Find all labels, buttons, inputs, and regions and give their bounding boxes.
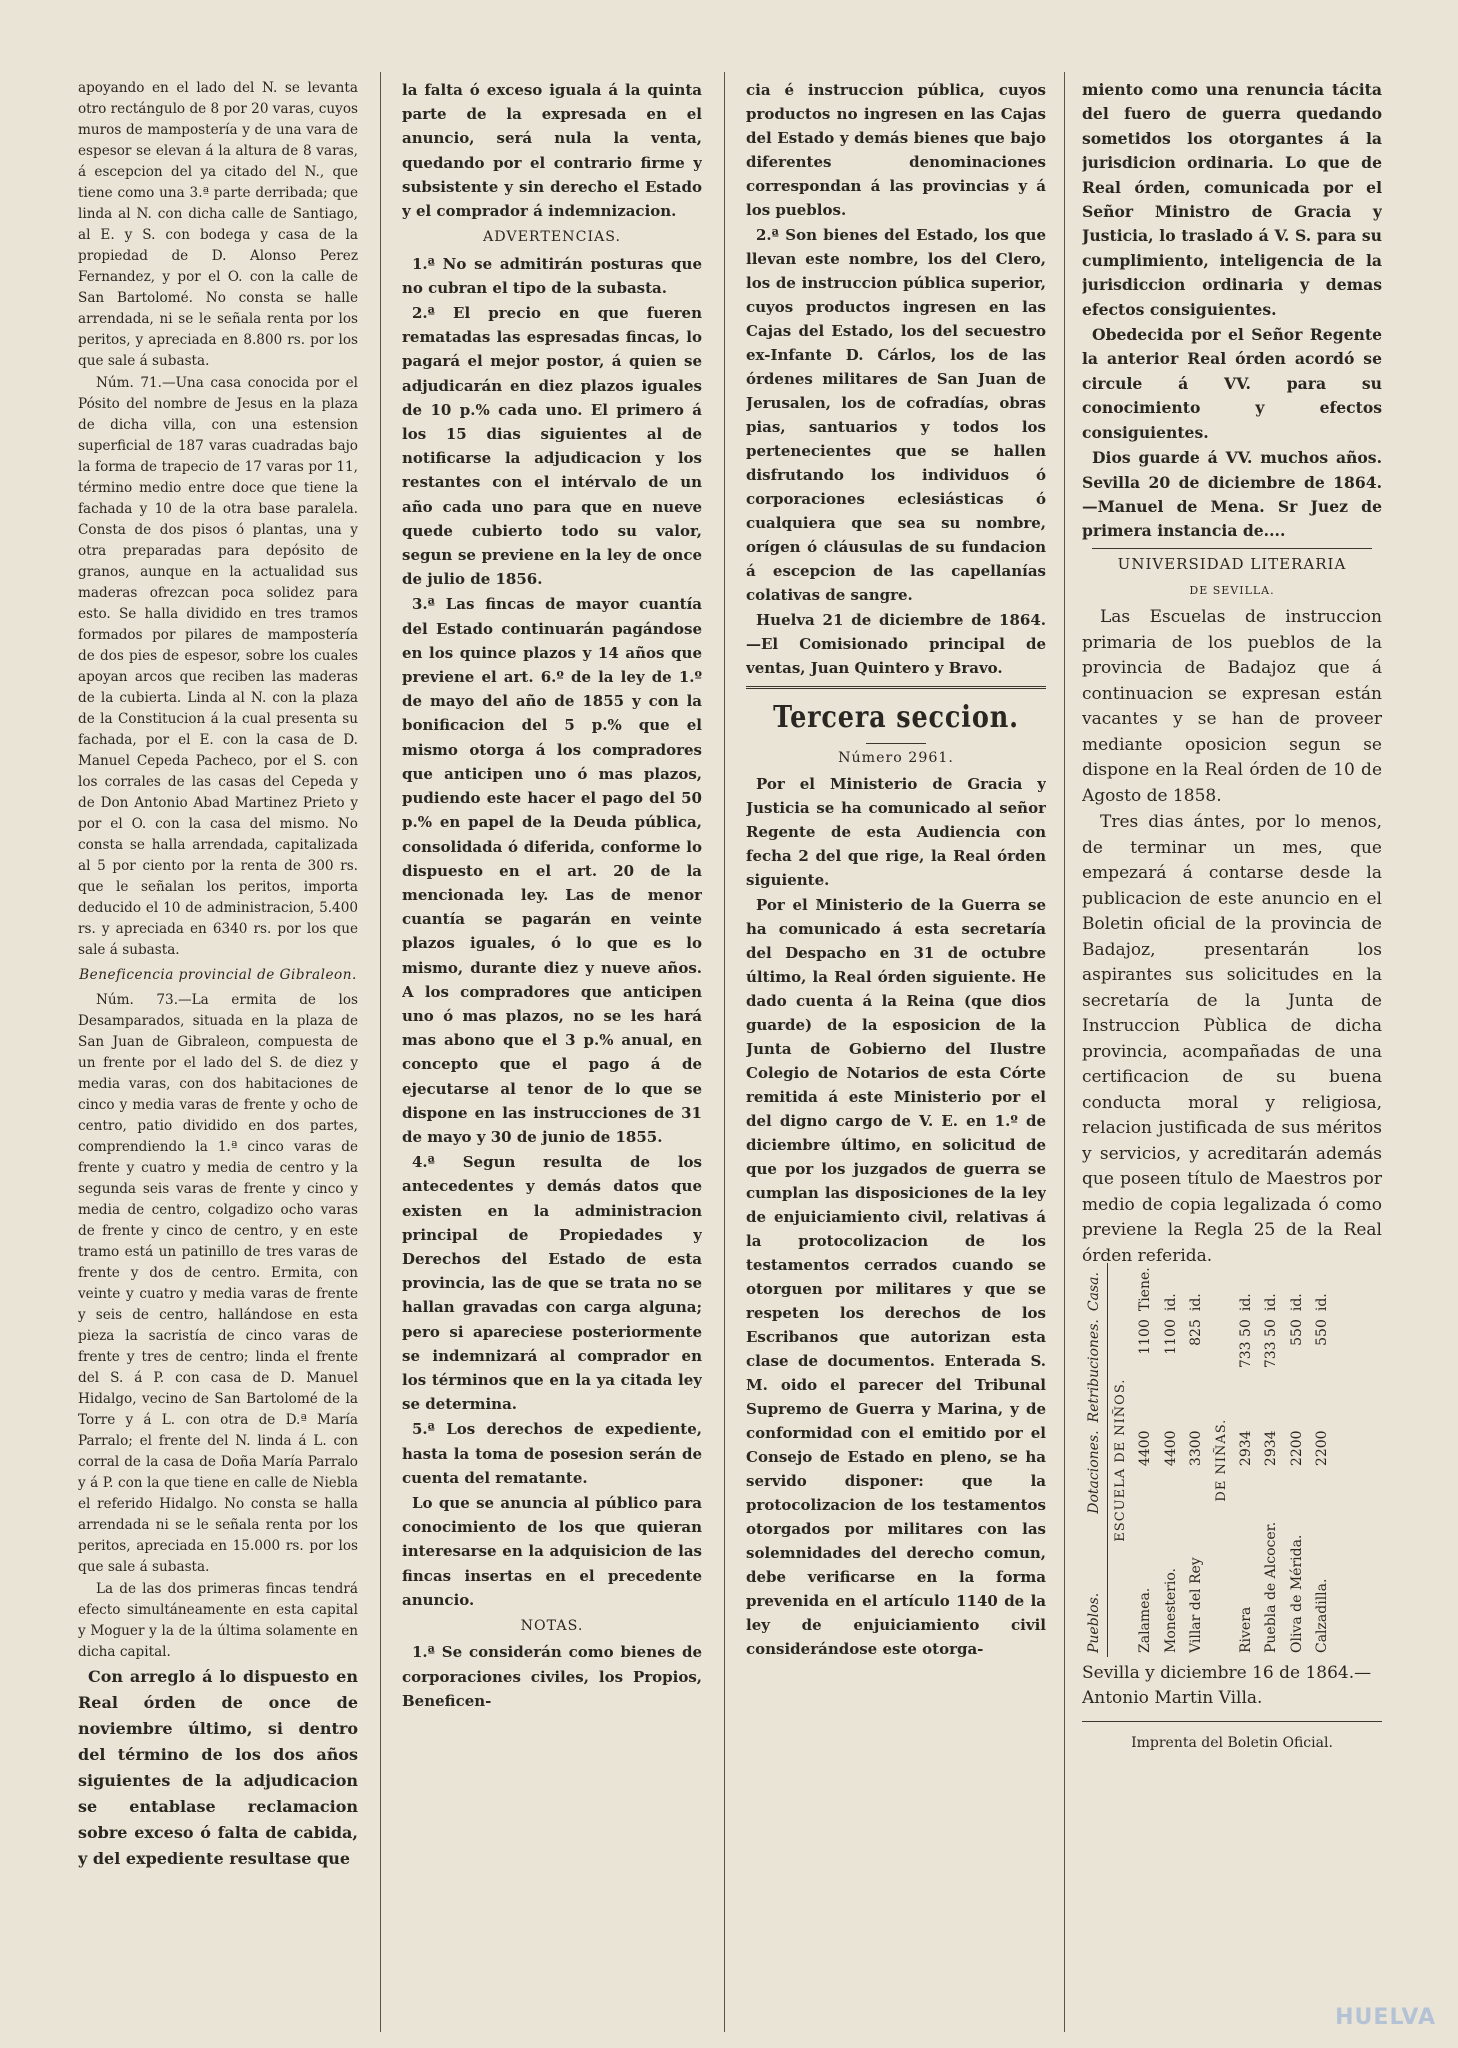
column-2	[402, 78, 702, 2008]
paragraph: Obedecida por el Señor Regente la anterior Real órden acordó se circule á VV. para su conocimiento y efectos consiguientes.	[1082, 325, 1382, 442]
column-divider	[1064, 72, 1065, 2032]
section-divider	[746, 686, 1046, 689]
cell-pueblo: Villar del Rey	[1187, 1557, 1204, 1654]
paragraph: Con arreglo á lo dispuesto en Real órden de once de noviembre último, si dentro del término de los dos años siguientes de la adjudicacion se entablase reclamacion sobre exceso ó falta de cabida, y del expediente resultase que	[78, 1667, 358, 1868]
table-header: Retribuciones.	[1082, 1315, 1108, 1426]
cell-retribucion: 733 50	[1263, 1319, 1280, 1369]
paragraph: 3.ª Las fincas de mayor cuantía del Estado continuarán pagándose en los quince plazos y 14 años que previene el art. 6.º de la ley de 1.º de mayo del año de 1855 y con la bonificacion del 5 p.% que el mismo otorga á los compradores que anticipen uno ó mas plazos, pudiendo este hacer el pago del 50 p.% en papel de la Deuda pública, consolidada ó diferida, conforme lo dispuesto en el art. 20 de la mencionada ley. Las de menor cuantía se pagarán en veinte plazos iguales, ó lo que es lo mismo, durante diez y nueve años. A los compradores que anticipen uno ó mas plazos, no se les hará mas abono que el 3 p.% anual, en concepto que el pago á de ejecutarse al tenor de lo que se dispone en las instrucciones de 31 de mayo y 30 de junio de 1855.	[402, 595, 702, 1146]
cell-retribucion: 550	[1313, 1319, 1330, 1346]
table-header: Casa.	[1082, 1263, 1108, 1315]
column-divider	[724, 72, 725, 2032]
cell-pueblo: Zalamea.	[1137, 1587, 1154, 1654]
paragraph: apoyando en el lado del N. se levanta otro rectángulo de 8 por 20 varas, cuyos muros de mampostería y de una vara de espesor se elevan á la altura de 8 varas, á escepcion del ya citado del N., que tiene como una 3.ª parte derribada; que linda al N. con dicha calle de Santiago, al E. y S. con bodega y casa de la propiedad de D. Alonso Perez Fernandez, y por el O. con la calle de San Bartolomé. No consta se halle arrendada, ni se le señala renta por los peritos, y apreciada en 8.800 rs. por los que sale á subasta.	[78, 80, 358, 369]
paragraph: 1.ª No se admitirán posturas que no cubran el tipo de la subasta.	[402, 254, 702, 297]
paragraph: Las Escuelas de instruccion primaria de los pueblos de la provincia de Badajoz que á continuacion se expresan están vacantes y se han de proveer mediante oposicion segun se dispone en la Real órden de 10 de Agosto de 1858.	[1082, 607, 1382, 806]
cell-pueblo: Rivera	[1238, 1606, 1255, 1654]
table-group-label: DE NIÑAS.	[1214, 1418, 1230, 1502]
table-row	[1259, 1263, 1284, 1657]
cell-retribucion: 1100	[1162, 1319, 1179, 1355]
cell-dotacion: 3300	[1187, 1430, 1204, 1467]
paragraph: Lo que se anuncia al público para conocimiento de los que quieran interesarse en la adquisicion de las fincas insertas en el precedente anuncio.	[402, 1493, 702, 1609]
table-row	[1234, 1263, 1259, 1657]
heading-notas: NOTAS.	[520, 1618, 584, 1634]
paragraph: miento como una renuncia tácita del fuero de guerra quedando sometidos los otorgantes á la jurisdicion ordinaria. Lo que de Real órden, comunicada por el Señor Ministro de Gracia y Justicia, lo traslado á V. S. para su cumplimiento, inteligencia de la jurisdiccion ordinaria y demas efectos consiguientes.	[1082, 80, 1382, 319]
divider	[1082, 1721, 1382, 1722]
table-header: Pueblos.	[1082, 1518, 1108, 1657]
paragraph: 2.ª Son bienes del Estado, los que llevan este nombre, los del Clero, los de instruccion pública superior, cuyos productos ingresen en las Cajas del Estado, los del secuestro ex-Infante D. Cárlos, los de las órdenes militares de San Juan de Jerusalen, los de cofradías, obras pias, santuarios y todos los pertenecientes que se hallen disfrutando los individuos ó corporaciones eclesiásticas ó cualquiera que sea su nombre, orígen ó cláusulas de su fundacion á escepcion de las capellanías colativas de sangre.	[746, 226, 1046, 604]
column-3	[746, 78, 1046, 2008]
divider	[1092, 548, 1372, 549]
cell-dotacion: 4400	[1162, 1430, 1179, 1467]
archive-stamp: HUELVA	[1335, 2005, 1436, 2030]
paragraph: 5.ª Los derechos de expediente, hasta la toma de posesion serán de cuenta del rematante.	[402, 1420, 702, 1487]
cell-retribucion: 550	[1288, 1319, 1305, 1346]
cell-casa: Tiene.	[1137, 1267, 1154, 1312]
cell-casa: id.	[1162, 1293, 1179, 1312]
column-4	[1082, 78, 1382, 2008]
cell-dotacion: 2934	[1263, 1430, 1280, 1467]
table-row	[1159, 1263, 1184, 1657]
paragraph: La de las dos primeras fincas tendrá efecto simultáneamente en esta capital y Moguer y la de la última solamente en dicha capital.	[78, 1581, 358, 1660]
section-heading: Beneficencia provincial de Gibraleon.	[79, 967, 357, 983]
table-group-label: ESCUELA DE NIÑOS.	[1113, 1378, 1129, 1542]
table-row	[1184, 1263, 1209, 1657]
imprint: Imprenta del Boletin Oficial.	[1131, 1735, 1333, 1752]
signature-paragraph: Huelva 21 de diciembre de 1864.—El Comisionado principal de ventas, Juan Quintero y Bravo.	[746, 611, 1046, 677]
table-row	[1133, 1263, 1158, 1657]
paragraph: cia é instruccion pública, cuyos productos no ingresen en las Cajas del Estado y demás bienes que bajo diferentes denominaciones correspondan á las provincias y á los pueblos.	[746, 81, 1046, 219]
table-row	[1310, 1263, 1335, 1657]
cell-casa: id.	[1288, 1293, 1305, 1312]
cell-dotacion: 2934	[1238, 1430, 1255, 1467]
heading-advertencias: ADVERTENCIAS.	[482, 229, 622, 246]
signature: Sevilla y diciembre 16 de 1864.—Antonio Martin Villa.	[1082, 1663, 1372, 1709]
paragraph: Tres dias ántes, por lo menos, de terminar un mes, que empezará á contarse desde la publicacion de este anuncio en el Boletin oficial de la provincia de Badajoz, presentarán los aspirantes sus solicitudes en la secretaría de la Junta de Instruccion Pùblica de dicha provincia, acompañadas de una certificacion de su buena conducta moral y religiosa, relacion justificada de sus méritos y servicios, y acreditarán además que poseen título de Maestros por medio de copia legalizada ó como previene la Regla 25 de la Real órden referida.	[1082, 812, 1382, 1266]
cell-casa: id.	[1238, 1293, 1255, 1312]
cell-pueblo: Oliva de Mérida.	[1288, 1534, 1305, 1654]
table-header: Dotaciones.	[1082, 1427, 1108, 1518]
column-1	[78, 78, 358, 2008]
cell-pueblo: Calzadilla.	[1313, 1578, 1330, 1654]
paragraph: 1.ª Se considerán como bienes de corporaciones civiles, los Propios, Beneficen-	[402, 1643, 702, 1710]
cell-retribucion: 825	[1187, 1319, 1204, 1346]
paragraph: Núm. 71.—Una casa conocida por el Pósito del nombre de Jesus en la plaza de dicha villa, con una estension superficial de 187 varas cuadradas bajo la forma de trapecio de 17 varas por 11, término medio entre doce que tiene la fachada y 10 de la otra base paralela. Consta de dos pisos ó plantas, una y otra preparadas para depósito de granos, aunque en la actualidad sus maderas ofrezcan poca solidez para esto. Se halla dividido en tres tramos formados por pilares de mampostería de dos pies de espesor, sobre los cuales apoyan arcos que reciben las maderas de la cubierta. Linda al N. con la plaza de la Constitucion á la cual presenta su fachada, por el E. con la casa de D. Manuel Cepeda Pacheco, por el S. con los corrales de las casas del Cepeda y de Don Antonio Abad Martinez Prieto y por el O. con la casa del mismo. No consta se halla arrendada, capitalizada al 5 por ciento por la renta de 300 rs. que le señalan los peritos, importa deducido el 10 de administracion, 5.400 rs. y apreciada en 6340 rs. por los que sale á subasta.	[78, 375, 358, 958]
paragraph: la falta ó exceso iguala á la quinta parte de la expresada en el anuncio, será nula la venta, quedando por el contrario firme y subsistente y sin derecho el Estado y el comprador á indemnizacion.	[402, 81, 702, 221]
paragraph: Por el Ministerio de la Guerra se ha comunicado á esta secretaría del Despacho en 31 de octubre último, la Real órden siguiente. He dado cuenta á la Reina (que dios guarde) de la esposicion de la Junta de Gobierno del Ilustre Colegio de Notarios de esta Córte remitida á este Ministerio por el del digno cargo de V. E. en 1.º de diciembre último, en solicitud de que por los juzgados de guerra se cumplan las disposiciones de la ley de enjuiciamiento civil, relativas á la protocolizacion de los testamentos cerrados cuando se otorguen por militares y que se respeten los derechos de los Escribanos que autorizan esta clase de documentos. Enterada S. M. oido el parecer del Tribunal Supremo de Guerra y Marina, y de conformidad con el emitido por el Consejo de Estado en pleno, se ha servido disponer: que la protocolizacion de los testamentos otorgados por militares con las solemnidades del derecho comun, debe verificarse en la forma prevenida en el artículo 1140 de la ley de enjuiciamiento civil considerándose este otorga-	[746, 896, 1046, 1659]
university-subheader: DE SEVILLA.	[1189, 583, 1275, 597]
cell-pueblo: Puebla de Alcocer.	[1263, 1521, 1280, 1654]
schools-table	[1082, 1267, 1382, 1657]
paragraph: Núm. 73.—La ermita de los Desamparados, situada en la plaza de San Juan de Gibraleon, compuesta de un frente por el lado del S. de diez y media varas, con dos habitaciones de cinco y media varas de frente y ocho de centro, patio dividido en dos partes, comprendiendo la 1.ª cinco varas de frente y cuatro y media de centro y la segunda seis varas de frente y cinco y media de centro, colgadizo ocho varas de frente y cinco de centro, y en este tramo está un patinillo de tres varas de frente y dos de centro. Ermita, con veinte y cuatro y media varas de frente y seis de centro, hallándose en esta pieza la sacristía de cinco varas de frente y tres de centro; linda el frente del S. á P. con casa de D. Manuel Hidalgo, vecino de San Bartolomé de la Torre y á L. con otra de D.ª María Parralo; el frente del N. linda á L. con corral de la casa de Doña María Parralo y á P. con la que tiene en calle de Niebla el referido Hidalgo. No consta se halla arrendada ni se le señala renta por los peritos, apreciada en 15.000 rs. por los que sale á subasta.	[78, 992, 358, 1575]
document-number: Número 2961.	[838, 750, 954, 766]
section-title: Tercera seccion.	[773, 700, 1019, 735]
column-divider	[380, 72, 381, 2032]
cell-casa: id.	[1263, 1293, 1280, 1312]
cell-retribucion: 1100	[1137, 1319, 1154, 1355]
cell-dotacion: 4400	[1137, 1430, 1154, 1467]
cell-dotacion: 2200	[1313, 1430, 1330, 1467]
paragraph: Por el Ministerio de Gracia y Justicia se ha comunicado al señor Regente de esta Audiencia con fecha 2 del que rige, la Real órden siguiente.	[746, 775, 1046, 890]
short-rule	[866, 743, 926, 744]
paragraph: 2.ª El precio en que fueren rematadas las espresadas fincas, lo pagará el mejor postor, á quien se adjudicarán en diez plazos iguales de 10 p.% cada uno. El primero á los 15 dias siguientes al de notificarse la adjudicacion y los restantes con el intérvalo de un año cada uno para que en nueve quede cubierto todo su valor, segun se previene en la ley de once de julio de 1856.	[402, 304, 702, 589]
cell-casa: id.	[1313, 1293, 1330, 1312]
university-header: UNIVERSIDAD LITERARIA	[1117, 554, 1347, 573]
paragraph: Dios guarde á VV. muchos años. Sevilla 20 de diciembre de 1864.—Manuel de Mena. Sr Juez de primera instancia de....	[1082, 448, 1382, 541]
cell-dotacion: 2200	[1288, 1430, 1305, 1467]
cell-pueblo: Monesterio.	[1162, 1568, 1179, 1654]
table-row	[1285, 1263, 1310, 1657]
cell-casa: id.	[1187, 1293, 1204, 1312]
cell-retribucion: 733 50	[1238, 1319, 1255, 1369]
paragraph: 4.ª Segun resulta de los antecedentes y demás datos que existen en la administracion principal de Propiedades y Derechos del Estado de esta provincia, las de que se trata no se hallan gravadas con carga alguna; pero si apareciese posteriormente se indemnizará al comprador en los términos que en la ya citada ley se determina.	[402, 1153, 702, 1414]
